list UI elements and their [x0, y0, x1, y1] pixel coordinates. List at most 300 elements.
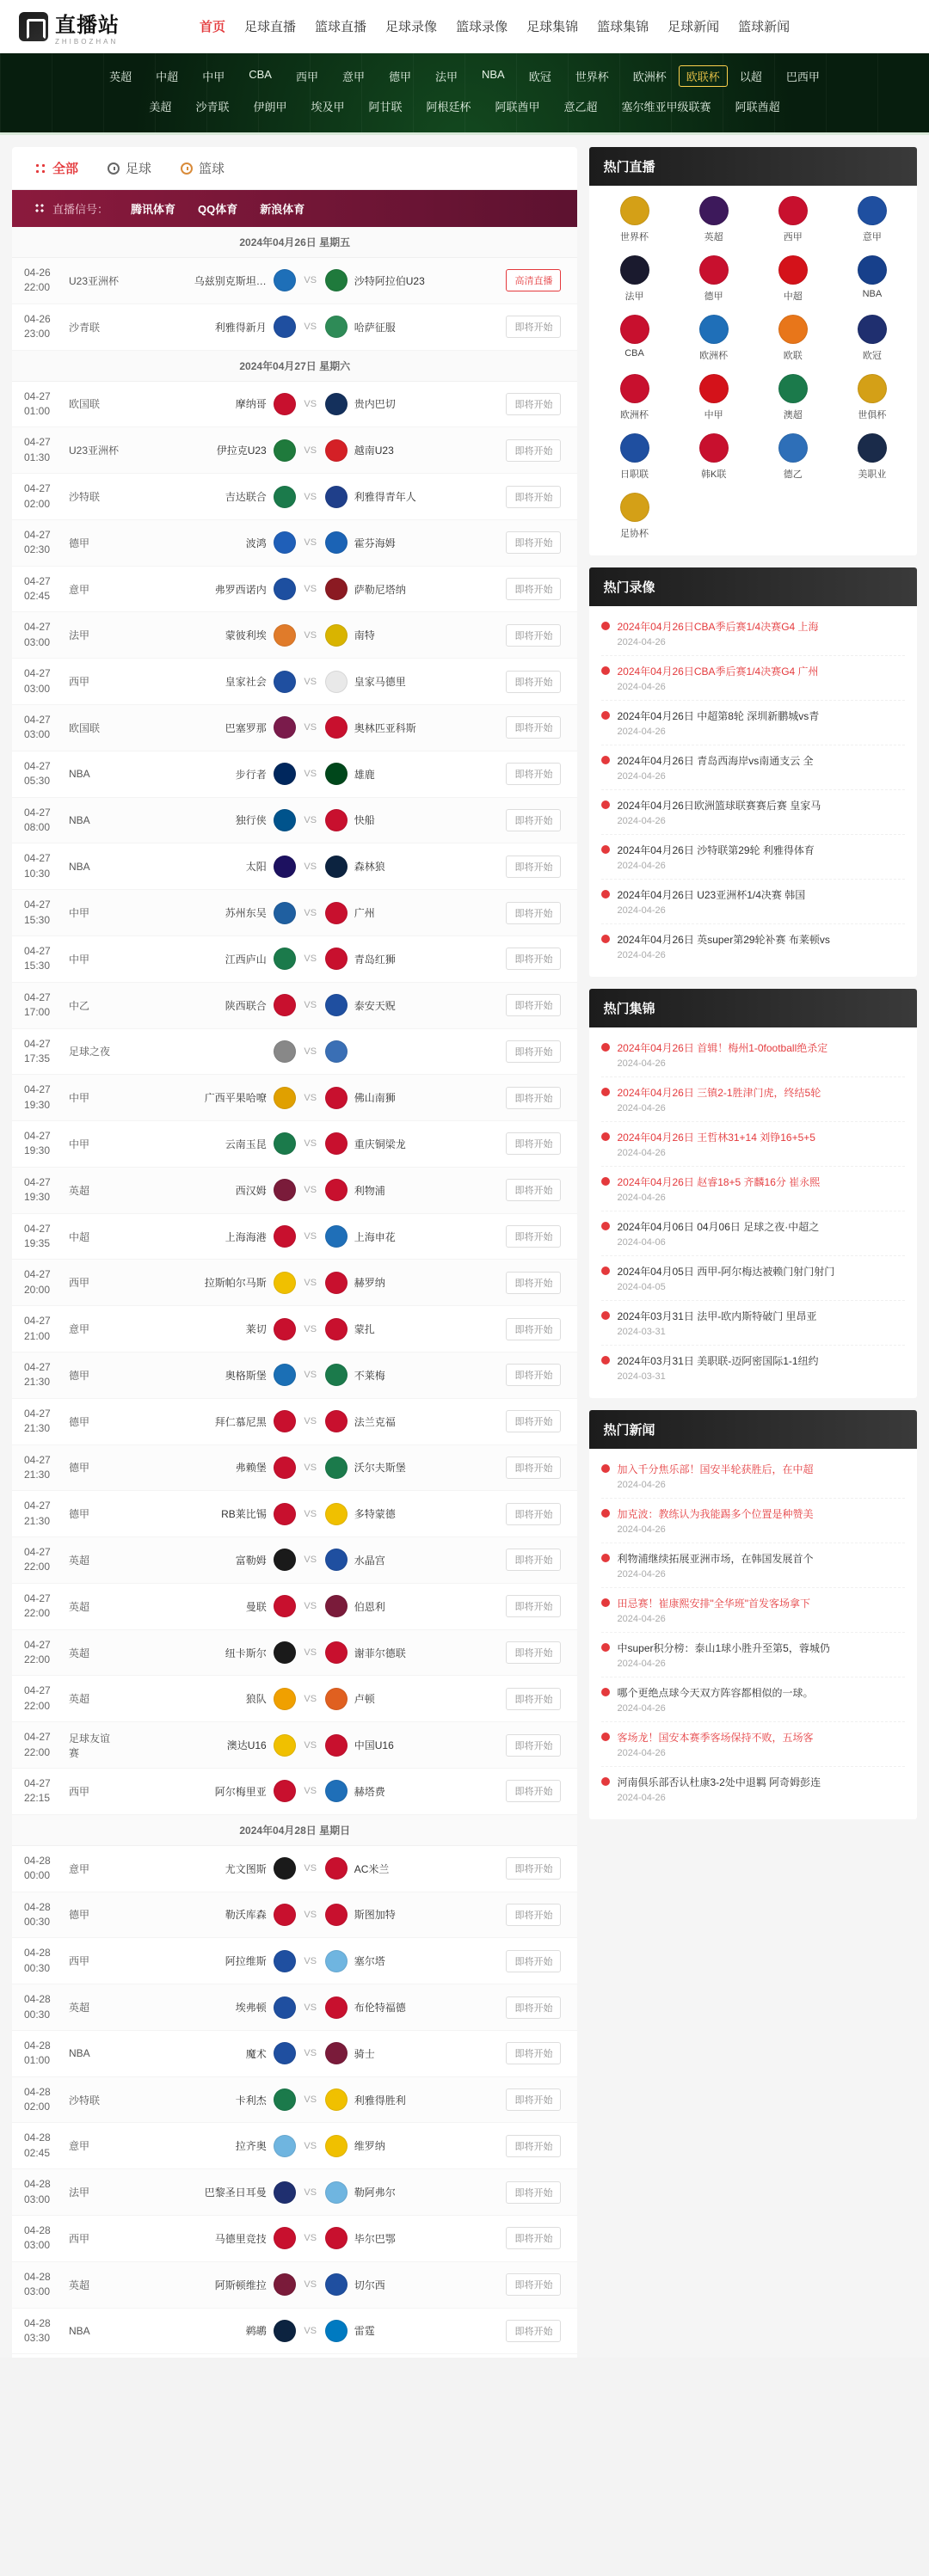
match-row[interactable]	[12, 2123, 577, 2169]
nav-item-3[interactable]: 足球录像	[385, 20, 438, 34]
upcoming-button[interactable]: 即将开始	[506, 1734, 561, 1757]
nav-item-4[interactable]: 篮球录像	[456, 20, 508, 34]
hot-highlight-item[interactable]	[601, 1301, 905, 1346]
upcoming-button[interactable]: 即将开始	[506, 1641, 561, 1664]
home-team	[119, 2227, 296, 2249]
away-team-name: 利雅得青年人	[354, 491, 416, 504]
hot-news-item-body	[617, 1551, 905, 1579]
hot-replay-item-date: 2024-04-26	[617, 771, 666, 782]
hot-live-item-6[interactable]	[754, 255, 833, 303]
hot-live-item-15[interactable]	[833, 374, 912, 421]
match-action-cell	[501, 1950, 565, 1972]
signal-icon	[34, 203, 46, 214]
match-time: 04-27 03:00	[24, 714, 51, 741]
away-team-badge-icon	[325, 624, 348, 647]
match-row[interactable]	[12, 705, 577, 751]
watch-live-button[interactable]: 高清直播	[506, 269, 561, 291]
hot-live-item-13[interactable]	[674, 374, 754, 421]
bullet-icon	[601, 622, 610, 630]
source-option-2[interactable]: 新浪体育	[260, 203, 305, 216]
match-row[interactable]	[12, 798, 577, 844]
league-item-中甲[interactable]: 中甲	[202, 71, 225, 83]
away-team-name: 佛山南狮	[354, 1092, 396, 1105]
away-team-name: 南特	[354, 629, 375, 642]
match-row[interactable]	[12, 427, 577, 474]
hot-live-item-1[interactable]	[674, 196, 754, 243]
hot-news-item[interactable]	[601, 1677, 905, 1722]
league-item-塞尔维亚甲级联赛[interactable]: 塞尔维亚甲级联赛	[621, 101, 711, 113]
match-time: 04-27 21:00	[24, 1315, 51, 1342]
vs-separator: VS	[304, 2279, 317, 2291]
match-row[interactable]	[12, 1892, 577, 1939]
upcoming-button[interactable]: 即将开始	[506, 486, 561, 508]
match-row[interactable]	[12, 1537, 577, 1584]
match-action-cell	[501, 624, 565, 647]
away-team-name: AC米兰	[354, 1862, 390, 1875]
match-row[interactable]	[12, 612, 577, 659]
match-row[interactable]	[12, 1168, 577, 1214]
hot-live-item-11[interactable]	[833, 315, 912, 362]
hot-replay-title: 热门录像	[589, 567, 917, 606]
match-row[interactable]	[12, 659, 577, 705]
league-item-巴西甲[interactable]: 巴西甲	[785, 71, 820, 83]
hot-live-item-14[interactable]	[754, 374, 833, 421]
league-item-欧冠[interactable]: 欧冠	[528, 71, 551, 83]
home-team-name: 吉达联合	[225, 491, 267, 504]
nav-item-0[interactable]: 首页	[200, 20, 226, 34]
source-option-0[interactable]: 腾讯体育	[131, 203, 176, 216]
nav-item-8[interactable]: 篮球新闻	[738, 20, 791, 34]
bullet-icon	[601, 1132, 610, 1141]
upcoming-button[interactable]: 即将开始	[506, 2135, 561, 2157]
match-row[interactable]	[12, 2216, 577, 2262]
match-league: 英超	[69, 1554, 90, 1567]
upcoming-button[interactable]: 即将开始	[506, 624, 561, 647]
source-option-1[interactable]: QQ体育	[198, 203, 238, 216]
upcoming-button[interactable]: 即将开始	[506, 393, 561, 415]
upcoming-button[interactable]: 即将开始	[506, 1225, 561, 1248]
bullet-icon	[601, 1598, 610, 1607]
home-team-name: 拉斯帕尔马斯	[204, 1277, 267, 1290]
league-badge-icon	[858, 255, 887, 285]
away-team-badge-icon	[325, 1364, 348, 1386]
hot-news-item-body	[617, 1596, 905, 1624]
home-team-name: 弗罗西诺内	[214, 583, 267, 596]
tab-足球[interactable]	[108, 159, 151, 177]
hot-replay-item[interactable]	[601, 656, 905, 701]
match-action-cell	[501, 1087, 565, 1109]
match-league: 西甲	[69, 1277, 90, 1290]
hot-live-title: 热门直播	[589, 147, 917, 186]
date-header: 2024年04月26日 星期五	[12, 227, 577, 258]
home-team	[119, 1641, 296, 1664]
away-team	[325, 624, 502, 647]
hot-live-item-label: 德乙	[783, 469, 803, 480]
match-row[interactable]	[12, 1984, 577, 2031]
home-team-name: 纽卡斯尔	[225, 1647, 267, 1659]
match-league: 德甲	[69, 1909, 90, 1922]
vs-separator: VS	[304, 1555, 317, 1566]
match-row[interactable]	[12, 2309, 577, 2355]
home-team-badge-icon	[274, 1503, 296, 1525]
match-league: 沙特联	[69, 491, 101, 504]
match-row[interactable]	[12, 1352, 577, 1399]
match-row[interactable]	[12, 1121, 577, 1168]
league-item-阿联酋甲[interactable]: 阿联酋甲	[495, 101, 540, 113]
upcoming-button[interactable]: 即将开始	[506, 2088, 561, 2111]
match-action-cell	[501, 2273, 565, 2296]
home-team	[119, 439, 296, 462]
match-action-cell	[501, 2135, 565, 2157]
league-item-阿根廷杯[interactable]: 阿根廷杯	[426, 101, 471, 113]
upcoming-button[interactable]: 即将开始	[506, 1950, 561, 1972]
upcoming-button[interactable]: 即将开始	[506, 439, 561, 462]
hot-replay-item[interactable]	[601, 880, 905, 924]
match-row[interactable]	[12, 1676, 577, 1722]
match-row[interactable]	[12, 1722, 577, 1769]
hot-live-item-7[interactable]	[833, 255, 912, 303]
away-team-name: 利雅得胜利	[354, 2094, 406, 2107]
hot-replay-item[interactable]	[601, 790, 905, 835]
match-row[interactable]	[12, 2031, 577, 2077]
hot-news-item[interactable]	[601, 1454, 905, 1499]
match-time: 04-28 00:30	[24, 1900, 51, 1928]
match-row[interactable]	[12, 1445, 577, 1492]
upcoming-button[interactable]: 即将开始	[506, 2273, 561, 2296]
hot-news-item[interactable]	[601, 1543, 905, 1588]
away-team	[325, 269, 502, 291]
home-team	[119, 1904, 296, 1926]
away-team-badge-icon	[325, 1087, 348, 1109]
match-row[interactable]	[12, 2077, 577, 2124]
match-league: 足球之夜	[69, 1046, 111, 1058]
match-row[interactable]	[12, 382, 577, 428]
away-team	[325, 2273, 502, 2296]
hot-highlight-item-date: 2024-04-26	[617, 1148, 666, 1158]
home-team-name: 云南玉昆	[225, 1138, 267, 1150]
hot-highlight-item-body	[617, 1219, 905, 1248]
match-league: 英超	[69, 2279, 90, 2291]
hot-replay-item[interactable]	[601, 745, 905, 790]
upcoming-button[interactable]: 即将开始	[506, 1595, 561, 1617]
home-team	[119, 716, 296, 739]
bullet-icon	[601, 1356, 610, 1365]
hot-replay-item-date: 2024-04-26	[617, 727, 666, 737]
away-team	[325, 671, 502, 693]
upcoming-button[interactable]: 即将开始	[506, 856, 561, 878]
away-team	[325, 1641, 502, 1664]
match-row[interactable]	[12, 751, 577, 798]
upcoming-button[interactable]: 即将开始	[506, 1318, 561, 1340]
match-action-cell	[501, 1780, 565, 1802]
upcoming-button[interactable]: 即将开始	[506, 2042, 561, 2064]
upcoming-button[interactable]: 即将开始	[506, 1780, 561, 1802]
match-row[interactable]	[12, 1846, 577, 1892]
away-team-badge-icon	[325, 1857, 348, 1880]
league-item-欧洲杯[interactable]: 欧洲杯	[632, 71, 667, 83]
upcoming-button[interactable]: 即将开始	[506, 1364, 561, 1386]
match-row[interactable]	[12, 2262, 577, 2309]
bullet-icon	[601, 1222, 610, 1230]
match-row[interactable]	[12, 1075, 577, 1121]
away-team-badge-icon	[325, 1996, 348, 2019]
hot-live-item-17[interactable]	[674, 433, 754, 481]
match-action-cell	[501, 902, 565, 924]
nav-item-2[interactable]: 篮球直播	[315, 20, 367, 34]
upcoming-button[interactable]: 即将开始	[506, 2181, 561, 2204]
home-team-badge-icon	[274, 1857, 296, 1880]
match-action-cell	[501, 2320, 565, 2342]
hot-highlight-item[interactable]	[601, 1256, 905, 1301]
hot-live-item-20[interactable]	[594, 493, 674, 540]
hot-news-item[interactable]	[601, 1767, 905, 1811]
bullet-icon	[601, 1267, 610, 1275]
hot-news-item[interactable]	[601, 1588, 905, 1633]
match-row[interactable]	[12, 520, 577, 567]
league-item-沙青联[interactable]: 沙青联	[195, 101, 230, 113]
match-row[interactable]	[12, 1029, 577, 1076]
match-row[interactable]	[12, 1260, 577, 1306]
upcoming-button[interactable]: 即将开始	[506, 316, 561, 338]
match-action-cell	[501, 856, 565, 878]
upcoming-button[interactable]: 即将开始	[506, 1132, 561, 1155]
hot-highlight-item-body	[617, 1264, 905, 1292]
league-item-意甲[interactable]: 意甲	[341, 71, 365, 83]
right-column	[589, 147, 917, 1831]
hot-live-item-16[interactable]	[594, 433, 674, 481]
home-team-badge-icon	[274, 1950, 296, 1972]
away-team-name: 贵内巴切	[354, 398, 396, 411]
hot-highlight-item[interactable]	[601, 1167, 905, 1211]
league-item-以超[interactable]: 以超	[739, 71, 762, 83]
upcoming-button[interactable]: 即将开始	[506, 1179, 561, 1201]
upcoming-button[interactable]: 即将开始	[506, 948, 561, 970]
match-league: 英超	[69, 2002, 90, 2015]
hot-live-item-0[interactable]	[594, 196, 674, 243]
upcoming-button[interactable]: 即将开始	[506, 1996, 561, 2019]
match-row[interactable]	[12, 1214, 577, 1260]
hot-highlight-item[interactable]	[601, 1346, 905, 1389]
away-team-name: 青岛红狮	[354, 953, 396, 966]
away-team-name: 沙特阿拉伯U23	[354, 274, 425, 287]
match-action-cell	[501, 2088, 565, 2111]
upcoming-button[interactable]: 即将开始	[506, 1503, 561, 1525]
league-item-法甲[interactable]: 法甲	[434, 71, 458, 83]
match-row[interactable]	[12, 304, 577, 351]
match-league: 英超	[69, 1600, 90, 1613]
site-logo[interactable]	[19, 8, 200, 46]
hot-news-card	[589, 1410, 917, 1819]
match-row[interactable]	[12, 1491, 577, 1537]
match-league: 中甲	[69, 953, 90, 966]
nav-item-6[interactable]: 篮球集锦	[597, 20, 649, 34]
upcoming-button[interactable]: 即将开始	[506, 809, 561, 831]
match-time: 04-27 01:30	[24, 436, 51, 463]
home-team-name: 拜仁慕尼黑	[214, 1415, 267, 1428]
hot-highlight-item[interactable]	[601, 1122, 905, 1167]
match-row[interactable]	[12, 1399, 577, 1445]
hot-live-item-2[interactable]	[754, 196, 833, 243]
hot-live-item-5[interactable]	[674, 255, 754, 303]
upcoming-button[interactable]: 即将开始	[506, 1040, 561, 1063]
upcoming-button[interactable]: 即将开始	[506, 763, 561, 785]
home-team-badge-icon	[274, 2042, 296, 2064]
league-badge-icon	[699, 433, 729, 463]
league-item-NBA[interactable]: NBA	[482, 68, 505, 81]
hot-replay-item[interactable]	[601, 835, 905, 880]
league-badge-icon	[858, 196, 887, 225]
home-team	[119, 1688, 296, 1710]
upcoming-button[interactable]: 即将开始	[506, 1549, 561, 1571]
match-row[interactable]	[12, 258, 577, 304]
hot-live-item-10[interactable]	[754, 315, 833, 362]
match-row[interactable]	[12, 983, 577, 1029]
home-team-badge-icon	[274, 1734, 296, 1757]
nav-item-7[interactable]: 足球新闻	[668, 20, 720, 34]
nav-item-1[interactable]: 足球直播	[244, 20, 297, 34]
match-action-cell	[501, 1040, 565, 1063]
away-team-name: 多特蒙德	[354, 1508, 396, 1521]
home-team	[119, 902, 296, 924]
league-item-中超[interactable]: 中超	[156, 71, 179, 83]
hot-news-title: 热门新闻	[589, 1410, 917, 1449]
home-team	[119, 2135, 296, 2157]
league-item-阿甘联[interactable]: 阿甘联	[368, 101, 403, 113]
hot-news-item-title: 河南俱乐部否认杜康3-2处中退羁 阿奇姆彭连	[617, 1776, 821, 1788]
home-team	[119, 2181, 296, 2204]
hot-highlight-item[interactable]	[601, 1211, 905, 1256]
match-time: 04-27 22:00	[24, 1592, 51, 1620]
hot-live-item-3[interactable]	[833, 196, 912, 243]
hot-live-item-18[interactable]	[754, 433, 833, 481]
bullet-icon	[601, 1311, 610, 1320]
basketball-icon	[181, 163, 193, 175]
away-team-name: 塞尔塔	[354, 1955, 385, 1968]
hot-replay-item-date: 2024-04-26	[617, 816, 666, 826]
upcoming-button[interactable]: 即将开始	[506, 1904, 561, 1926]
match-action-cell	[501, 716, 565, 739]
hot-news-item[interactable]	[601, 1633, 905, 1677]
match-row[interactable]	[12, 890, 577, 936]
match-row[interactable]	[12, 2169, 577, 2216]
hot-live-item-label: 韩K联	[700, 469, 727, 480]
home-team-badge-icon	[274, 1364, 296, 1386]
match-league: U23亚洲杯	[69, 445, 120, 457]
league-item-意乙超[interactable]: 意乙超	[563, 101, 598, 113]
tab-全部[interactable]	[34, 159, 78, 177]
upcoming-button[interactable]: 即将开始	[506, 1457, 561, 1479]
match-time: 04-27 02:45	[24, 574, 51, 603]
upcoming-button[interactable]: 即将开始	[506, 994, 561, 1016]
league-item-英超[interactable]: 英超	[109, 71, 132, 83]
home-team-badge-icon	[274, 809, 296, 831]
hot-news-item[interactable]	[601, 1499, 905, 1543]
hot-replay-item[interactable]	[601, 924, 905, 968]
league-item-美超[interactable]: 美超	[149, 101, 172, 113]
match-row[interactable]	[12, 1584, 577, 1630]
signal-source-text: 直播信号：	[52, 203, 109, 216]
hot-live-item-8[interactable]	[594, 315, 674, 362]
upcoming-button[interactable]: 即将开始	[506, 2227, 561, 2249]
home-team-badge-icon	[274, 393, 296, 415]
bullet-icon	[601, 1777, 610, 1786]
match-row[interactable]	[12, 1938, 577, 1984]
hot-live-item-9[interactable]	[674, 315, 754, 362]
hot-highlight-item[interactable]	[601, 1033, 905, 1077]
away-team	[325, 809, 502, 831]
bullet-icon	[601, 935, 610, 943]
league-item-CBA[interactable]: CBA	[249, 68, 272, 81]
match-league: 欧国联	[69, 398, 101, 411]
tab-篮球[interactable]	[181, 159, 225, 177]
league-item-埃及甲[interactable]: 埃及甲	[311, 101, 345, 113]
upcoming-button[interactable]: 即将开始	[506, 1410, 561, 1432]
home-team	[119, 624, 296, 647]
home-team-badge-icon	[274, 2088, 296, 2111]
upcoming-button[interactable]: 即将开始	[506, 716, 561, 739]
league-badge-icon	[620, 315, 649, 344]
match-action-cell	[501, 2227, 565, 2249]
upcoming-button[interactable]: 即将开始	[506, 1857, 561, 1880]
match-row[interactable]	[12, 1769, 577, 1815]
upcoming-button[interactable]: 即将开始	[506, 578, 561, 600]
hot-live-item-4[interactable]	[594, 255, 674, 303]
hot-highlight-item[interactable]	[601, 1077, 905, 1122]
match-row[interactable]	[12, 843, 577, 890]
upcoming-button[interactable]: 即将开始	[506, 531, 561, 554]
match-action-cell	[501, 1595, 565, 1617]
upcoming-button[interactable]: 即将开始	[506, 1087, 561, 1109]
hot-replay-item[interactable]	[601, 701, 905, 745]
home-team-name: 陕西联合	[225, 999, 267, 1012]
match-time: 04-28 02:00	[24, 2085, 51, 2113]
away-team	[325, 1410, 502, 1432]
league-item-伊朗甲[interactable]: 伊朗甲	[253, 101, 287, 113]
league-item-欧联杯[interactable]: 欧联杯	[679, 65, 728, 87]
away-team-badge-icon	[325, 994, 348, 1016]
hot-live-item-19[interactable]	[833, 433, 912, 481]
upcoming-button[interactable]: 即将开始	[506, 2320, 561, 2342]
hot-news-item-body	[617, 1506, 905, 1535]
upcoming-button[interactable]: 即将开始	[506, 671, 561, 693]
league-item-阿联酋超[interactable]: 阿联酋超	[735, 101, 780, 113]
hot-live-item-12[interactable]	[594, 374, 674, 421]
upcoming-button[interactable]: 即将开始	[506, 1688, 561, 1710]
hot-replay-item[interactable]	[601, 611, 905, 656]
away-team-badge-icon	[325, 1595, 348, 1617]
match-row[interactable]	[12, 936, 577, 983]
match-row[interactable]	[12, 567, 577, 613]
match-row[interactable]	[12, 1630, 577, 1677]
league-item-西甲[interactable]: 西甲	[295, 71, 318, 83]
match-action-cell	[501, 269, 565, 291]
hot-news-item[interactable]	[601, 1722, 905, 1767]
league-item-德甲[interactable]: 德甲	[388, 71, 411, 83]
away-team	[325, 856, 502, 878]
match-action-cell	[501, 1457, 565, 1479]
home-team-name: 拉齐奥	[235, 2140, 267, 2153]
upcoming-button[interactable]: 即将开始	[506, 1272, 561, 1294]
match-row[interactable]	[12, 474, 577, 520]
nav-item-5[interactable]: 足球集锦	[526, 20, 579, 34]
league-badge-icon	[699, 374, 729, 403]
hot-highlight-item-date: 2024-03-31	[617, 1327, 666, 1337]
home-team-name: 蒙彼利埃	[225, 629, 267, 642]
league-item-世界杯[interactable]: 世界杯	[575, 71, 609, 83]
match-row[interactable]	[12, 1306, 577, 1352]
home-team	[119, 2088, 296, 2111]
upcoming-button[interactable]: 即将开始	[506, 902, 561, 924]
